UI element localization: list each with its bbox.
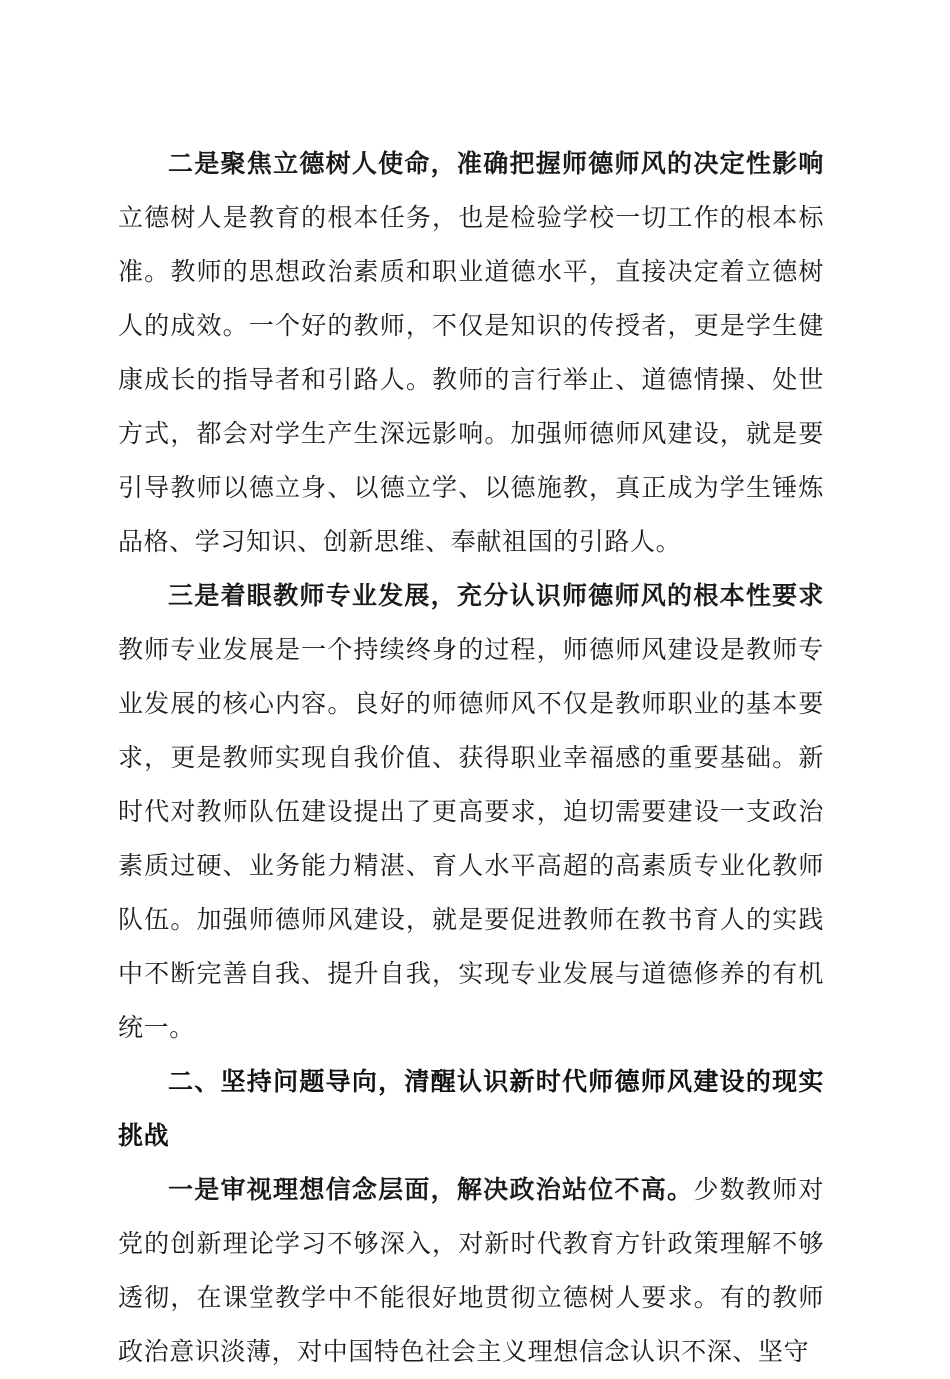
paragraph-body: 教师专业发展是一个持续终身的过程，师德师风建设是教师专业发展的核心内容。良好的师德师风不仅是教师职业的基本要求，更是教师实现自我价值、获得职业幸福感的重要基础。新时代对教师队伍建设提出了更高要求，迫切需要建设一支政治素质过硬、业务能力精湛、育人水平高超的高素质专业化教师队伍。加强师德师风建设，就是要促进教师在教书育人的实践中不断完善自我、提升自我，实现专业发展与道德修养的有机统一。 — [118, 635, 824, 1042]
paragraph-body: 立德树人是教育的根本任务，也是检验学校一切工作的根本标准。教师的思想政治素质和职业道德水平，直接决定着立德树人的成效。一个好的教师，不仅是知识的传授者，更是学生健康成长的指导者和引路人。教师的言行举止、道德情操、处世方式，都会对学生产生深远影响。加强师德师风建设，就是要引导教师以德立身、以德立学、以德施教，真正成为学生锤炼品格、学习知识、创新思维、奉献祖国的引路人。 — [118, 203, 824, 556]
paragraph-ideals-and-beliefs — [118, 1163, 824, 1379]
paragraph-body: 少数教师对党的创新理论学习不够深入，对新时代教育方针政策理解不够透彻，在课堂教学中不能很好地贯彻立德树人要求。有的教师政治意识淡薄，对中国特色社会主义理想信念认识不深、坚守 — [118, 1175, 824, 1366]
paragraph-lead: 二是聚焦立德树人使命，准确把握师德师风的决定性影响 — [168, 149, 824, 178]
document-body — [118, 137, 824, 1379]
paragraph-lead: 三是着眼教师专业发展，充分认识师德师风的根本性要求 — [168, 581, 824, 610]
paragraph-focus-on-moral-education — [118, 137, 824, 569]
section-heading: 二、坚持问题导向，清醒认识新时代师德师风建设的现实挑战 — [118, 1067, 824, 1150]
paragraph-lead: 一是审视理想信念层面，解决政治站位不高。 — [168, 1175, 694, 1204]
paragraph-professional-development — [118, 569, 824, 1055]
